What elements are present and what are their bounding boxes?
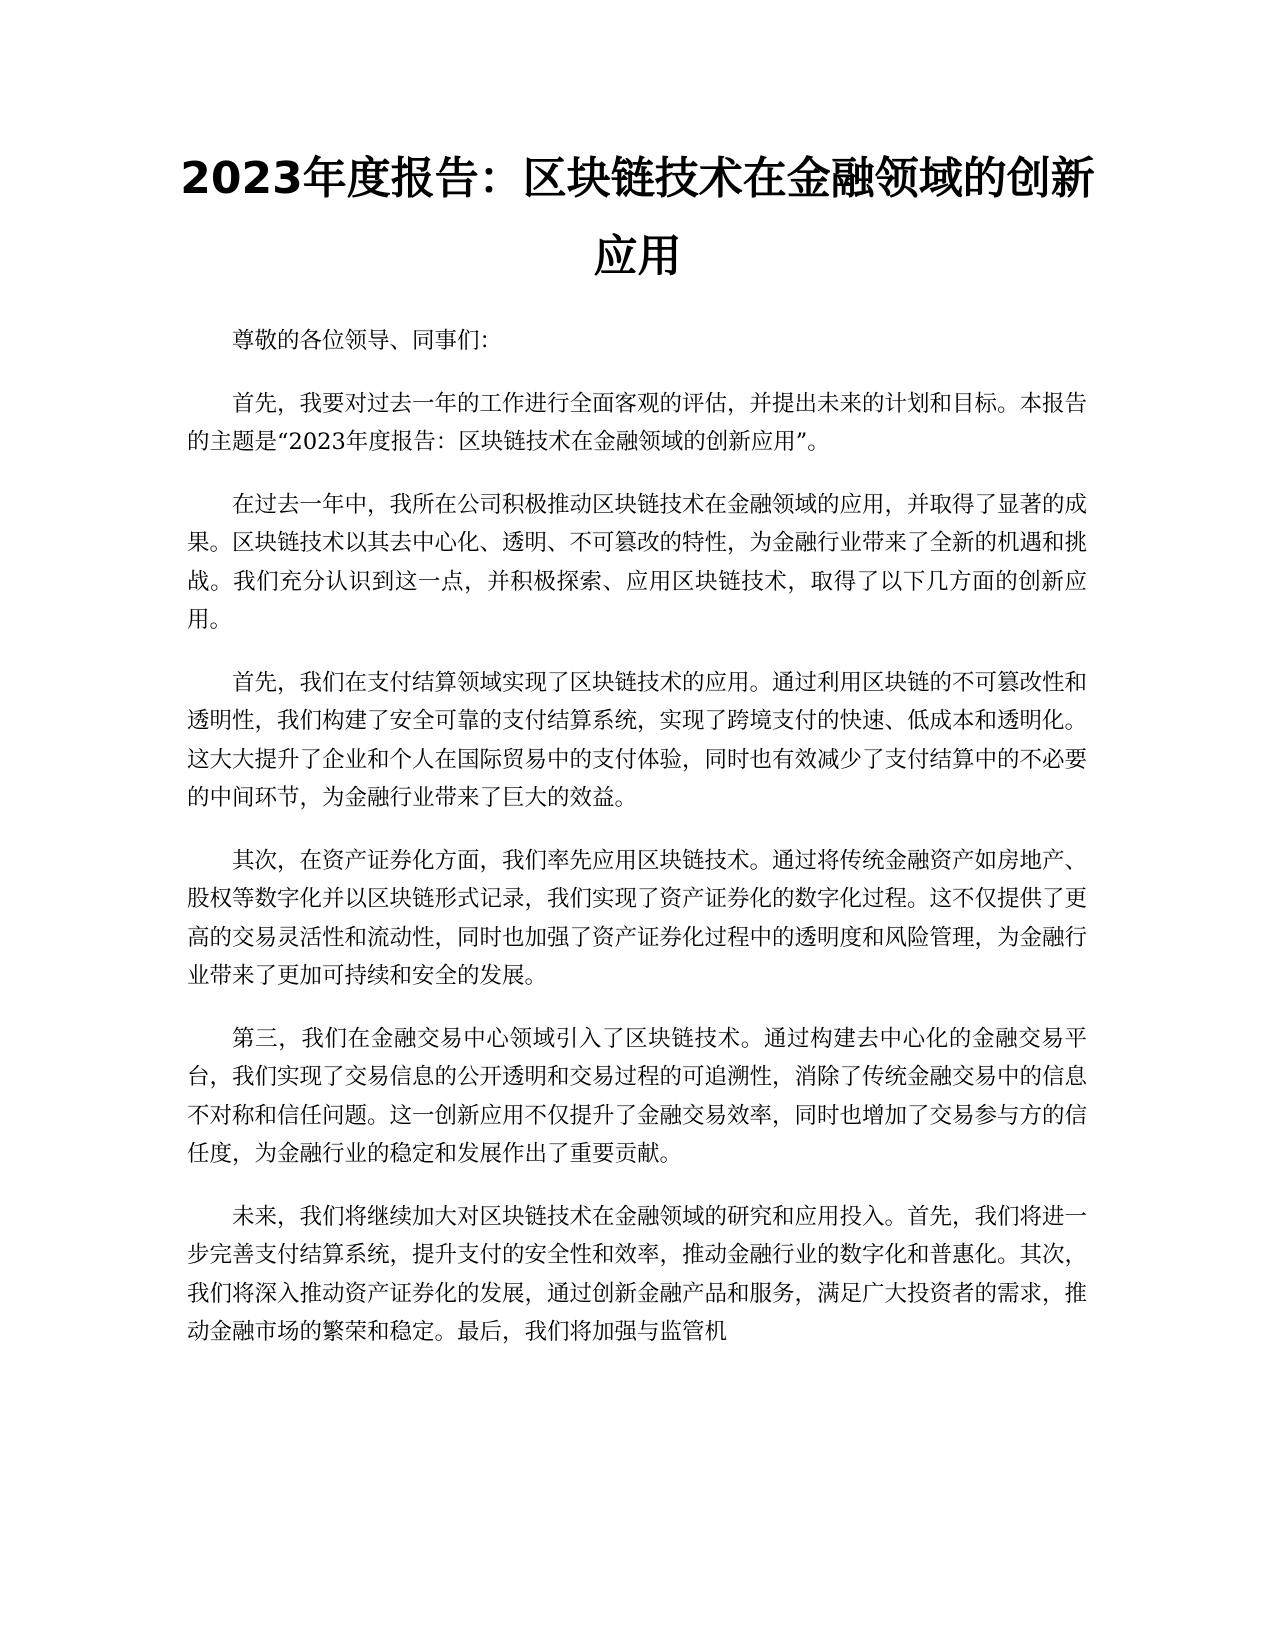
document-title: 2023年度报告：区块链技术在金融领域的创新应用 [180,153,1095,282]
document-body [187,322,1087,1376]
paragraph-trading-center: 第三，我们在金融交易中心领域引入了区块链技术。通过构建去中心化的金融交易平台，我们实现了交易信息的公开透明和交易过程的可追溯性，消除了传统金融交易中的信息不对称和信任问题。这一创新应用不仅提升了金融交易效率，同时也增加了交易参与方的信任度，为金融行业的稳定和发展作出了重要贡献。 [187,1025,1088,1167]
paragraph-salutation: 尊敬的各位领导、同事们： [232,328,503,354]
paragraph-future-plans: 未来，我们将继续加大对区块链技术在金融领域的研究和应用投入。首先，我们将进一步完善支付结算系统，提升支付的安全性和效率，推动金融行业的数字化和普惠化。其次，我们将深入推动资产证券化的发展，通过创新金融产品和服务，满足广大投资者的需求，推动金融市场的繁荣和稳定。最后，我们将加强与监管机 [187,1203,1088,1345]
paragraph-overview: 在过去一年中，我所在公司积极推动区块链技术在金融领域的应用，并取得了显著的成果。区块链技术以其去中心化、透明、不可篡改的特性，为金融行业带来了全新的机遇和挑战。我们充分认识到这一点，并积极探索、应用区块链技术，取得了以下几方面的创新应用。 [187,491,1088,633]
paragraph-asset-securitization: 其次，在资产证券化方面，我们率先应用区块链技术。通过将传统金融资产如房地产、股权等数字化并以区块链形式记录，我们实现了资产证券化的数字化过程。这不仅提供了更高的交易灵活性和流动性，同时也加强了资产证券化过程中的透明度和风险管理，为金融行业带来了更加可持续和安全的发展。 [187,847,1088,989]
paragraph-payment-settlement: 首先，我们在支付结算领域实现了区块链技术的应用。通过利用区块链的不可篡改性和透明性，我们构建了安全可靠的支付结算系统，实现了跨境支付的快速、低成本和透明化。这大大提升了企业和个人在国际贸易中的支付体验，同时也有效减少了支付结算中的不必要的中间环节，为金融行业带来了巨大的效益。 [187,669,1088,811]
paragraph-introduction: 首先，我要对过去一年的工作进行全面客观的评估，并提出未来的计划和目标。本报告的主题是“2023年度报告：区块链技术在金融领域的创新应用”。 [187,390,1088,455]
